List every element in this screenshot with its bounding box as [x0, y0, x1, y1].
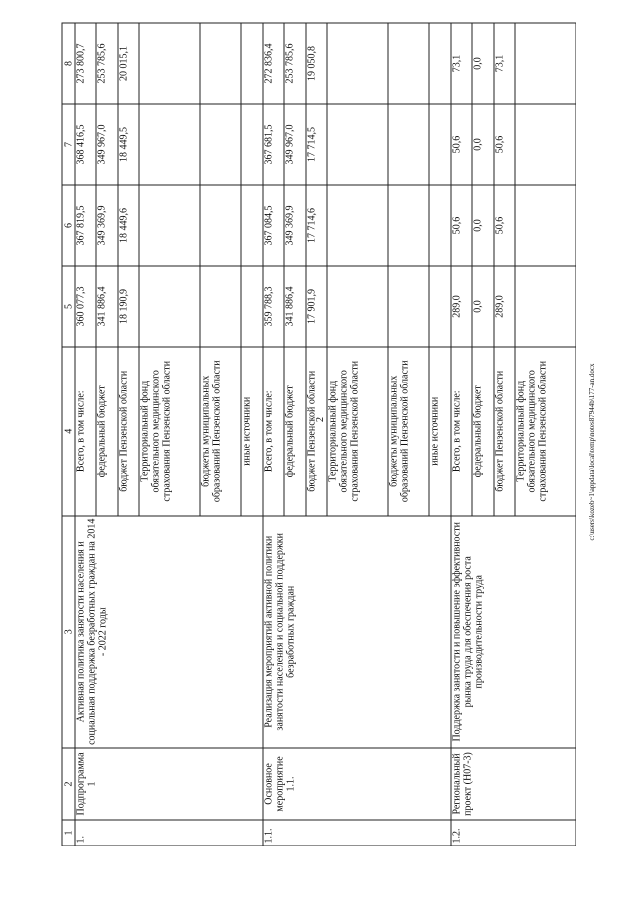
- program-name: Основное мероприятие 1.1.: [262, 748, 450, 820]
- value-col6: [327, 185, 388, 266]
- row-number: 1.2.: [450, 819, 575, 845]
- value-col7: [200, 104, 241, 185]
- value-col8: [241, 23, 262, 104]
- value-col6: [388, 185, 429, 266]
- table-row: [262, 23, 283, 846]
- program-description: Реализация мероприятий активной политики занятости населения и социальной поддержки безработных граждан: [262, 515, 450, 748]
- value-col5: 289,0: [493, 266, 514, 347]
- value-col8: [139, 23, 200, 104]
- value-col7: 18 449,5: [117, 104, 138, 185]
- value-col7: 349 967,0: [96, 104, 117, 185]
- file-path-footer: c:\users\kozeb~1\appdata\local\temp\notes87944b\177-an.docx: [588, 363, 596, 541]
- value-col6: 17 714,6: [305, 185, 326, 266]
- value-col7: 50,6: [450, 104, 471, 185]
- value-col5: 360 077,3: [75, 266, 96, 347]
- budget-table: [61, 22, 576, 846]
- value-col6: 367 084,5: [262, 185, 283, 266]
- page-number-text: 2: [314, 417, 326, 422]
- value-col8: 20 015,1: [117, 23, 138, 104]
- funding-source: федеральный бюджет: [96, 347, 117, 516]
- value-col8: [327, 23, 388, 104]
- funding-source: федеральный бюджет: [284, 347, 305, 516]
- value-col8: 273 800,7: [75, 23, 96, 104]
- funding-source: Всего, в том числе:: [75, 347, 96, 516]
- value-col6: [139, 185, 200, 266]
- value-col8: 19 050,8: [305, 23, 326, 104]
- value-col6: 349 369,9: [96, 185, 117, 266]
- value-col5: [388, 266, 429, 347]
- value-col8: 73,1: [450, 23, 471, 104]
- header-cell: 8: [62, 23, 75, 104]
- funding-source: бюджеты муниципальных образований Пензенской области: [200, 347, 241, 516]
- table-container: [61, 22, 576, 846]
- header-row: [62, 23, 75, 846]
- value-col8: 0,0: [472, 23, 493, 104]
- value-col6: 349 369,9: [284, 185, 305, 266]
- value-col5: 17 901,9: [305, 266, 326, 347]
- header-cell: 7: [62, 104, 75, 185]
- header-cell: 4: [62, 347, 75, 516]
- header-cell: 2: [62, 748, 75, 820]
- value-col5: [327, 266, 388, 347]
- value-col8: 73,1: [493, 23, 514, 104]
- funding-source: бюджет Пензенской области: [305, 347, 326, 516]
- value-col7: 367 681,5: [262, 104, 283, 185]
- value-col6: 0,0: [472, 185, 493, 266]
- value-col5: 0,0: [472, 266, 493, 347]
- funding-source: бюджеты муниципальных образований Пензенской области: [388, 347, 429, 516]
- funding-source: иные источники: [241, 347, 262, 516]
- value-col5: 341 886,4: [96, 266, 117, 347]
- value-col7: [388, 104, 429, 185]
- value-col6: 50,6: [493, 185, 514, 266]
- row-number: 1.: [75, 819, 263, 845]
- value-col7: [515, 104, 576, 185]
- value-col6: [515, 185, 576, 266]
- value-col6: [200, 185, 241, 266]
- funding-source: федеральный бюджет: [472, 347, 493, 516]
- value-col7: [327, 104, 388, 185]
- row-number: 1.1.: [262, 819, 450, 845]
- program-name: Подпрограмма 1: [75, 748, 263, 820]
- value-col7: 349 967,0: [284, 104, 305, 185]
- value-col8: 253 785,6: [96, 23, 117, 104]
- value-col5: [515, 266, 576, 347]
- value-col5: 341 886,4: [284, 266, 305, 347]
- value-col5: 18 190,9: [117, 266, 138, 347]
- funding-source: Территориальный фонд обязательного медицинского страхования Пензенской области: [139, 347, 200, 516]
- program-description: Поддержка занятости и повышение эффективности рынка труда для обеспечения роста производительности труда: [450, 515, 575, 748]
- program-name: Региональный проект (Н07-3): [450, 748, 575, 820]
- value-col5: [429, 266, 450, 347]
- value-col5: 359 788,3: [262, 266, 283, 347]
- header-cell: 3: [62, 515, 75, 748]
- value-col7: [139, 104, 200, 185]
- value-col7: 17 714,5: [305, 104, 326, 185]
- value-col8: [515, 23, 576, 104]
- value-col5: [241, 266, 262, 347]
- value-col6: 18 449,6: [117, 185, 138, 266]
- funding-source: Всего, в том числе:: [262, 347, 283, 516]
- value-col5: 289,0: [450, 266, 471, 347]
- value-col5: [139, 266, 200, 347]
- table-row: [75, 23, 96, 846]
- value-col5: [200, 266, 241, 347]
- value-col8: 272 836,4: [262, 23, 283, 104]
- funding-source: бюджет Пензенской области: [493, 347, 514, 516]
- funding-source: Территориальный фонд обязательного медицинского страхования Пензенской области: [515, 347, 576, 516]
- program-description: Активная политика занятости населения и социальная поддержка безработных граждан на 2014 - 2022 годы: [75, 515, 263, 748]
- table-row: [450, 23, 471, 846]
- value-col8: 253 785,6: [284, 23, 305, 104]
- value-col6: 367 819,5: [75, 185, 96, 266]
- funding-source: Территориальный фонд обязательного медицинского страхования Пензенской области: [327, 347, 388, 516]
- funding-source: иные источники: [429, 347, 450, 516]
- value-col7: 50,6: [493, 104, 514, 185]
- funding-source: Всего, в том числе:: [450, 347, 471, 516]
- value-col8: [429, 23, 450, 104]
- value-col6: [429, 185, 450, 266]
- value-col6: 50,6: [450, 185, 471, 266]
- header-cell: 6: [62, 185, 75, 266]
- value-col7: 0,0: [472, 104, 493, 185]
- value-col7: 368 416,5: [75, 104, 96, 185]
- value-col6: [241, 185, 262, 266]
- value-col7: [241, 104, 262, 185]
- header-cell: 1: [62, 819, 75, 845]
- value-col8: [388, 23, 429, 104]
- value-col7: [429, 104, 450, 185]
- header-cell: 5: [62, 266, 75, 347]
- value-col8: [200, 23, 241, 104]
- funding-source: бюджет Пензенской области: [117, 347, 138, 516]
